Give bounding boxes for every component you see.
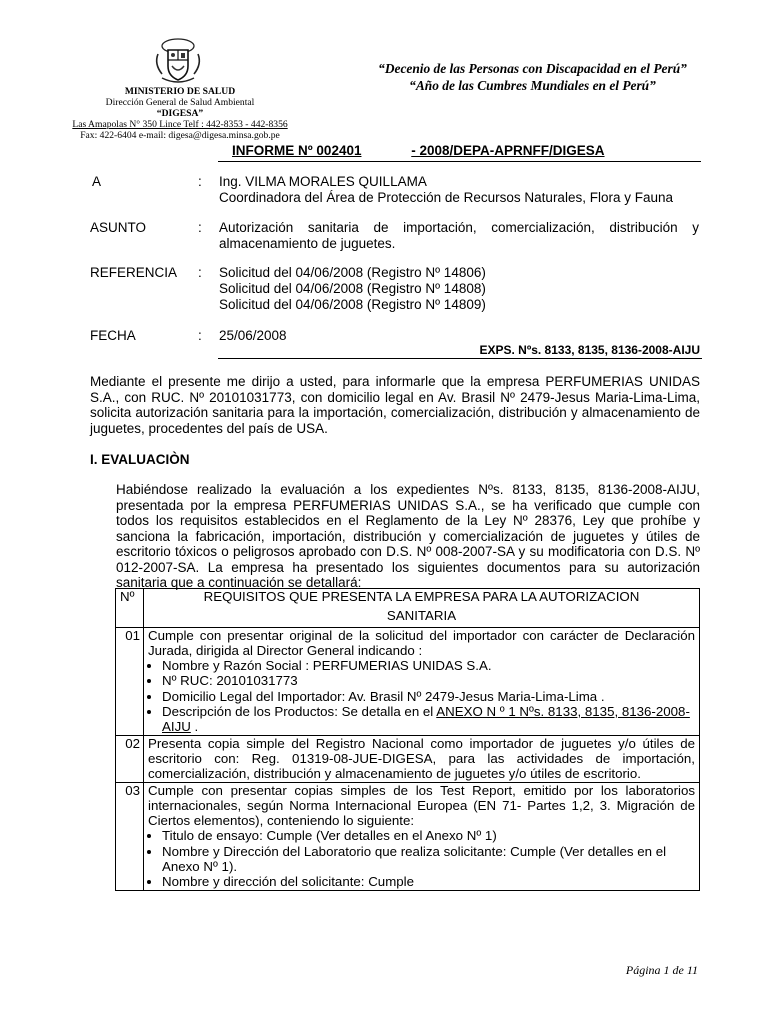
- row-num: 02: [116, 735, 144, 782]
- header-line-1: REQUISITOS QUE PRESENTA LA EMPRESA PARA LA AUTORIZACION: [203, 589, 640, 604]
- date-value: 25/06/2008: [219, 328, 287, 343]
- fax-email-line: Fax: 422-6404 e-mail: digesa@digesa.minsa.gob.pe: [80, 130, 280, 141]
- list-item: • Titulo de ensayo: Cumple (Ver detalles en el Anexo Nº 1): [162, 828, 695, 843]
- to-name: Ing. VILMA MORALES QUILLAMA: [219, 174, 427, 189]
- list-item: • Nº RUC: 20101031773: [162, 673, 695, 688]
- report-number: INFORME Nº 002401: [232, 143, 362, 158]
- intro-paragraph: Mediante el presente me dirijo a usted, para informarle que la empresa PERFUMERIAS UNIDAS S.A., con RUC. Nº 20101031773, con domicilio legal en Av. Brasil Nº 2479-Jesus Maria-Lima-Lima, solicita autorización sanitaria para la importación, comercialización, distribución y almacenamiento de juguetes, procedentes del país de USA.: [90, 374, 700, 436]
- list-item: • Nombre y Dirección del Laboratorio que realiza solicitante: Cumple (Ver detalles en el Anexo Nº 1).: [162, 844, 695, 875]
- reference-3: Solicitud del 04/06/2008 (Registro Nº 14809): [219, 297, 486, 312]
- col-num-header: Nº: [116, 589, 144, 628]
- reference-colon: :: [198, 265, 202, 280]
- date-colon: :: [198, 328, 202, 343]
- address-line: Las Amapolas N° 350 Lince Telf : 442-8353 - 442-8356: [72, 119, 288, 130]
- row-num: 03: [116, 782, 144, 890]
- to-colon: :: [198, 174, 202, 189]
- row-text: Cumple con presentar copias simples de los Test Report, emitido por los laboratorios internacionales, según Norma Internacional Europea (EN 71- Partes 1,2, 3. Migración de Ciertos elementos), conteniendo lo siguiente:: [148, 782, 695, 829]
- evaluation-paragraph: Habiéndose realizado la evaluación a los expedientes Nºs. 8133, 8135, 8136-2008-AIJU, presentada por la empresa PERFUMERIAS UNIDAS S.A., se ha verificado que cumple con todos los requisitos establecidos en el Reglamento de la Ley Nº 28376, Ley que prohíbe y sanciona la fabricación, importación, distribución y comercialización de juguetes y útiles de escritorio tóxicos o peligrosos aprobado con D.S. Nº 008-2007-SA y su modificatoria con D.S. Nº 012-2007-SA. La empresa ha presentado los siguientes documentos para su autorización sanitaria que a continuación se detallará:: [116, 482, 700, 590]
- row-text: Presenta copia simple del Registro Nacional como importador de juguetes y/o útiles de escritorio con: Reg. 01319-08-JUE-DIGESA, para las actividades de importación, comercialización, distribución y almacenamiento de juguetes y/o útiles de escritorio.: [148, 735, 695, 782]
- reference-label: REFERENCIA: [90, 265, 178, 280]
- page-number: Página 1 de 11: [625, 963, 698, 977]
- row-bullets: [148, 828, 695, 889]
- expedients-rule: [218, 358, 702, 359]
- table-row: [116, 782, 700, 890]
- to-label: A: [92, 174, 102, 189]
- peru-coat-of-arms-icon: [150, 34, 206, 86]
- report-title: [232, 143, 605, 158]
- table-row: [116, 627, 700, 735]
- table-header-row: [116, 589, 700, 628]
- acronym: “DIGESA”: [156, 108, 204, 119]
- header-line-2: SANITARIA: [386, 608, 457, 624]
- motto-line-2: “Año de las Cumbres Mundiales en el Perú”: [409, 78, 656, 93]
- directorate-name: Dirección General de Salud Ambiental: [105, 97, 255, 108]
- table-row: [116, 735, 700, 782]
- to-role: Coordinadora del Área de Protección de Recursos Naturales, Flora y Fauna: [219, 190, 673, 205]
- subject-colon: :: [198, 220, 202, 235]
- subject-label: ASUNTO: [90, 220, 147, 235]
- motto-line-1: “Decenio de las Personas con Discapacidad en el Perú”: [378, 61, 687, 76]
- annex-tail: .: [190, 719, 199, 735]
- row-content: [144, 782, 700, 890]
- row-content: [144, 735, 700, 782]
- section-title: I. EVALUACIÒN: [90, 452, 190, 467]
- list-item: • Nombre y dirección del solicitante: Cumple: [162, 874, 695, 889]
- row-text: Cumple con presentar original de la solicitud del importador con carácter de Declaración Jurada, dirigida al Director General indicando :: [148, 627, 695, 658]
- row-content: [144, 627, 700, 735]
- row-num: 01: [116, 627, 144, 735]
- annex-reference: ANEXO N º 1 Nºs. 8133, 8135, 8136-2008-AIJU: [162, 704, 690, 735]
- col-requirements-header: [144, 589, 700, 628]
- date-label: FECHA: [90, 328, 136, 343]
- list-item-text: Descripción de los Productos: Se detalla en el: [162, 704, 437, 720]
- list-item: • Nombre y Razón Social : PERFUMERIAS UNIDAS S.A.: [162, 658, 695, 673]
- list-item: • Domicilio Legal del Importador: Av. Brasil Nº 2479-Jesus Maria-Lima-Lima .: [162, 689, 695, 704]
- requirements-table: [115, 588, 700, 891]
- subject-text: Autorización sanitaria de importación, comercialización, distribución y almacenamiento de juguetes.: [219, 220, 699, 251]
- reference-2: Solicitud del 04/06/2008 (Registro Nº 14808): [219, 281, 486, 296]
- reference-1: Solicitud del 04/06/2008 (Registro Nº 14806): [219, 265, 486, 280]
- ministry-name: MINISTERIO DE SALUD: [124, 86, 236, 97]
- report-code: - 2008/DEPA-APRNFF/DIGESA: [411, 143, 605, 158]
- title-rule: [218, 161, 701, 162]
- row-bullets: [148, 658, 695, 734]
- expedients-ref: EXPS. Nºs. 8133, 8135, 8136-2008-AIJU: [479, 343, 700, 357]
- list-item: [162, 704, 695, 735]
